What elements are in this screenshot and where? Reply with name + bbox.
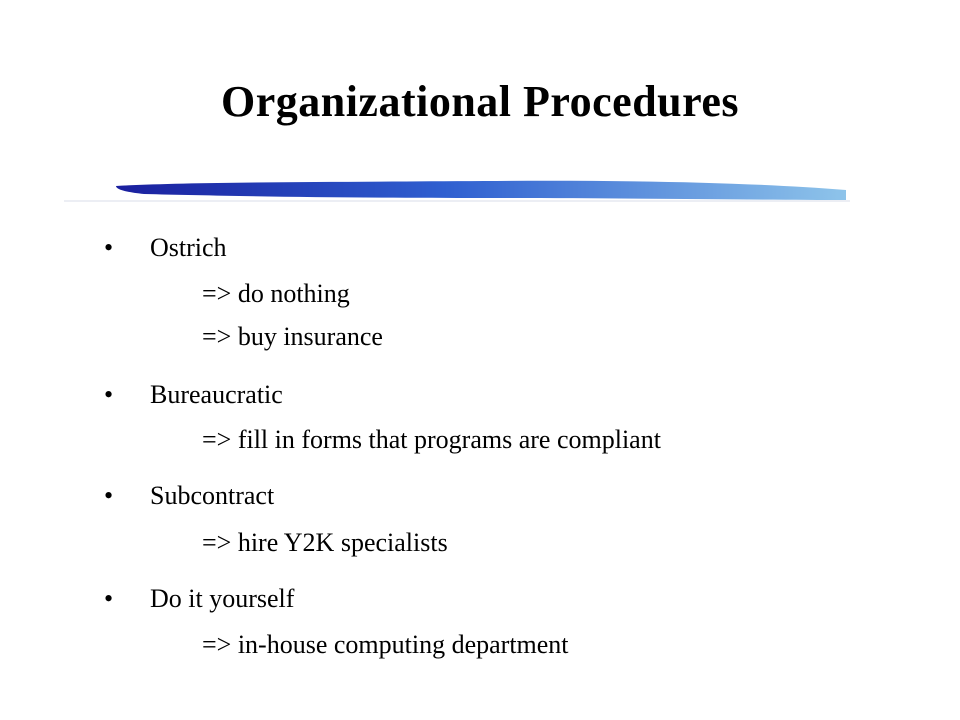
bullet-marker: • <box>104 233 114 262</box>
bullet-item-do-it-yourself: Do it yourself <box>150 584 295 613</box>
subitem-hire-specialists: => hire Y2K specialists <box>202 528 448 557</box>
bullet-marker: • <box>104 481 114 510</box>
subitem-do-nothing: => do nothing <box>202 279 350 308</box>
bullet-item-ostrich: Ostrich <box>150 233 227 262</box>
bullet-item-subcontract: Subcontract <box>150 481 275 510</box>
slide-title: Organizational Procedures <box>220 77 740 126</box>
bullet-marker: • <box>104 584 114 613</box>
bullet-item-bureaucratic: Bureaucratic <box>150 380 283 409</box>
subitem-fill-in-forms: => fill in forms that programs are compliant <box>202 425 661 454</box>
subitem-in-house-department: => in-house computing department <box>202 630 569 659</box>
subitem-buy-insurance: => buy insurance <box>202 322 383 351</box>
bullet-marker: • <box>104 380 114 409</box>
